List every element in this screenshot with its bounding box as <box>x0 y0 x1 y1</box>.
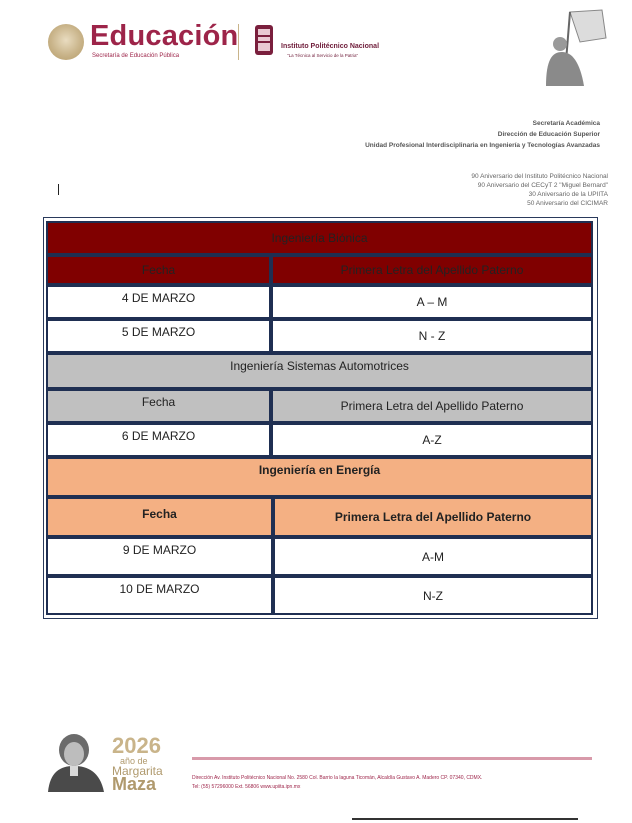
ipn-motto: "La Técnica al Servicio de la Patria" <box>287 53 359 58</box>
bottom-rule <box>352 818 578 820</box>
row-letras: A-M <box>273 537 593 576</box>
row-fecha: 5 DE MARZO <box>46 319 271 353</box>
row-letras: N - Z <box>271 319 593 353</box>
footer-margarita: Margarita <box>112 764 163 778</box>
header-fecha-automotrices: Fecha <box>46 389 271 423</box>
row-fecha: 6 DE MARZO <box>46 423 271 457</box>
section-title-automotrices: Ingeniería Sistemas Automotrices <box>46 353 593 389</box>
ipn-logo-icon <box>254 24 274 56</box>
sep-seal-logo <box>48 24 84 60</box>
aniversario-ipn: 90 Aniversario del Instituto Politécnico Nacional <box>471 173 608 180</box>
row-letras: A – M <box>271 285 593 319</box>
row-letras: A-Z <box>271 423 593 457</box>
header-letra-automotrices: Primera Letra del Apellido Paterno <box>271 389 593 423</box>
row-fecha: 4 DE MARZO <box>46 285 271 319</box>
aniversario-cicimar: 50 Aniversario del CICIMAR <box>527 200 608 207</box>
dependencia-upiita: Unidad Profesional Interdisciplinaria en Ingeniería y Tecnologías Avanzadas <box>365 142 600 149</box>
header-divider <box>238 24 239 60</box>
schedule-table <box>43 217 598 619</box>
flag-bearer-illustration-icon <box>540 8 610 86</box>
row-letras: N-Z <box>273 576 593 615</box>
header-fecha-bionica: Fecha <box>46 255 271 285</box>
row-fecha: 10 DE MARZO <box>46 576 273 615</box>
text-cursor <box>58 184 59 195</box>
footer-address: Dirección Av. Instituto Politécnico Nacional No. 2580 Col. Barrio la laguna Ticomán, Alcaldía Gustavo A. Madero CP. 07340, CDMX. <box>192 775 483 781</box>
footer-divider <box>192 757 592 760</box>
row-fecha: 9 DE MARZO <box>46 537 273 576</box>
dependencia-secretaria: Secretaría Académica <box>532 120 600 127</box>
sep-title: Educación <box>90 20 239 52</box>
section-title-bionica: Ingeniería Biónica <box>46 221 593 255</box>
dependencia-direccion: Dirección de Educación Superior <box>497 131 600 138</box>
margarita-maza-portrait-icon <box>44 730 110 792</box>
ipn-name: Instituto Politécnico Nacional <box>281 43 380 50</box>
sep-subtitle: Secretaría de Educación Pública <box>92 53 180 59</box>
footer-ano-de: año de <box>120 756 148 766</box>
aniversario-cecyt: 90 Aniversario del CECyT 2 "Miguel Bernard" <box>477 182 608 189</box>
aniversario-upiita: 30 Aniversario de la UPIITA <box>528 191 608 198</box>
header-fecha-energia: Fecha <box>46 497 273 537</box>
section-title-energia: Ingeniería en Energía <box>46 457 593 497</box>
header-letra-energia: Primera Letra del Apellido Paterno <box>273 497 593 537</box>
header-letra-bionica: Primera Letra del Apellido Paterno <box>271 255 593 285</box>
footer-phone-web: Tel: (55) 57296000 Ext. 56806 www.upiita.ipn.mx <box>192 784 301 790</box>
footer-maza: Maza <box>112 774 157 794</box>
footer-year: 2026 <box>112 733 161 758</box>
